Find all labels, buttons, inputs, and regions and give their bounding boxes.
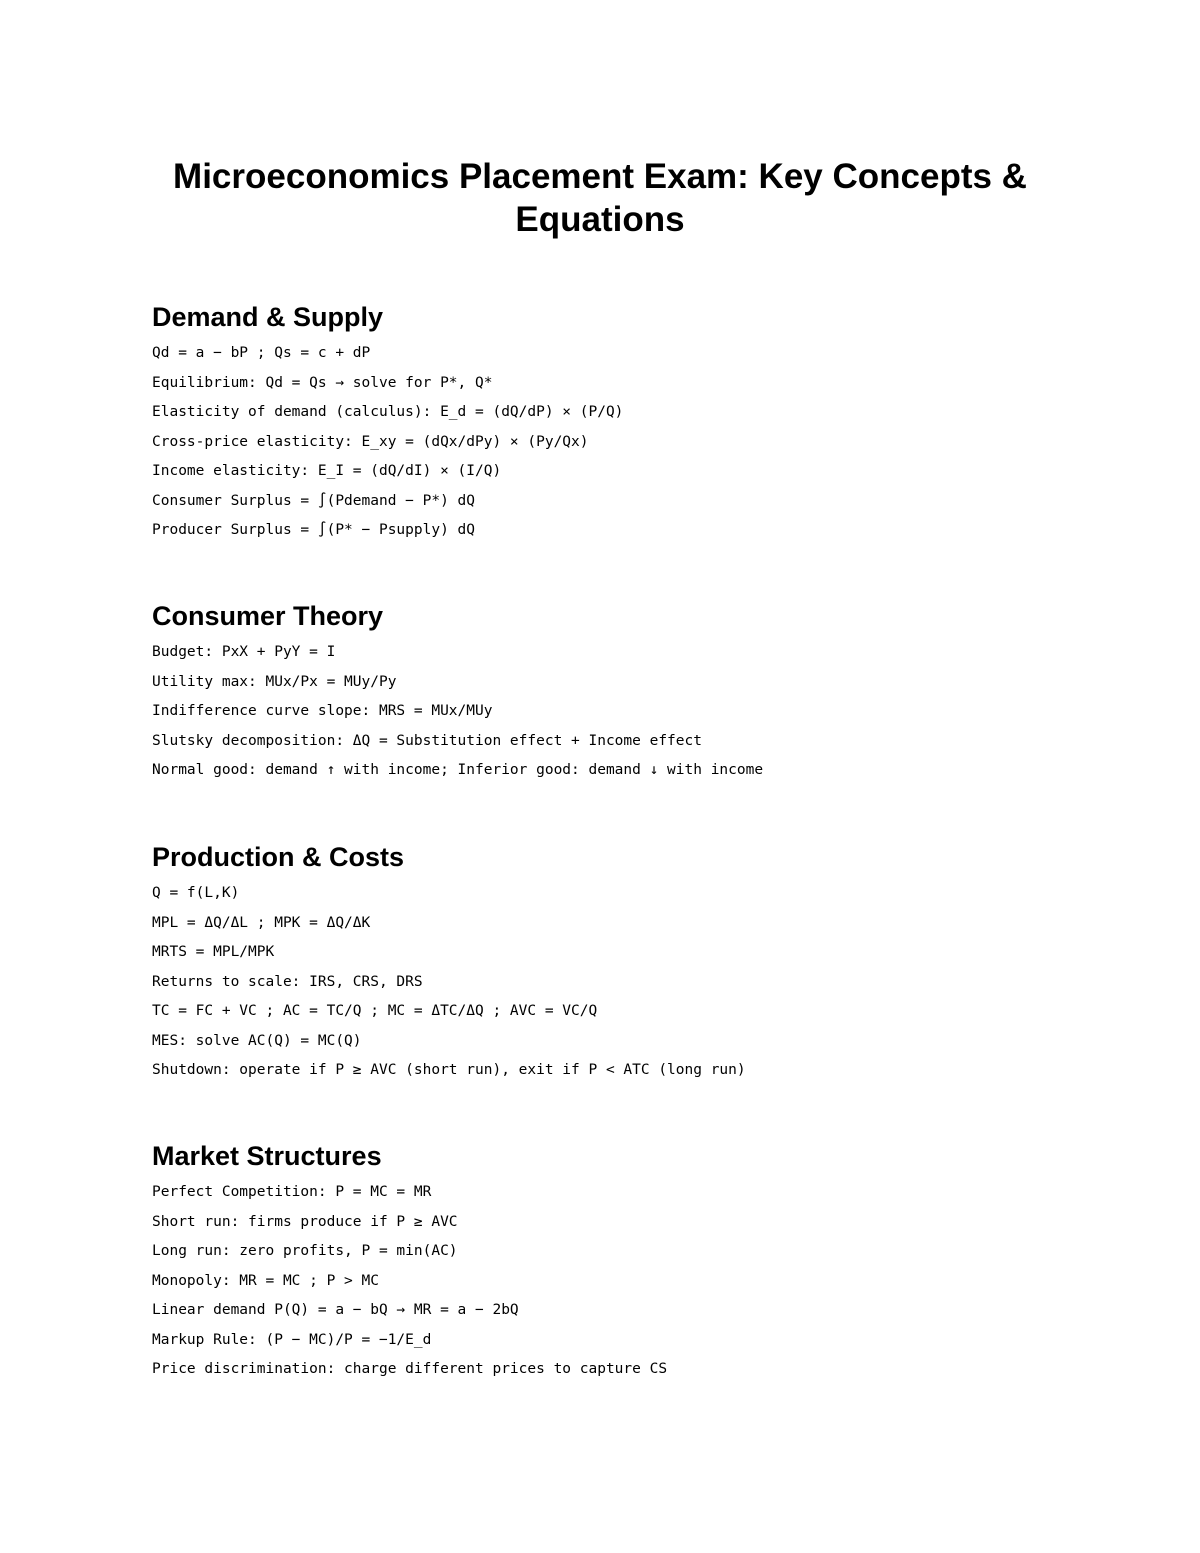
equation-line: Q = f(L,K) — [152, 885, 240, 901]
equation-list — [152, 1178, 1132, 1385]
equation-line: Returns to scale: IRS, CRS, DRS — [152, 973, 423, 990]
equation-line: Slutsky decomposition: ΔQ = Substitution effect + Income effect — [152, 732, 702, 749]
section-heading: Demand & Supply — [152, 302, 384, 332]
equation-line: Markup Rule: (P − MC)/P = −1/E_d — [152, 1331, 432, 1348]
section-market-structures — [152, 1140, 1132, 1385]
equation-line: MPL = ΔQ/ΔL ; MPK = ΔQ/ΔK — [152, 914, 371, 931]
equation-line: Perfect Competition: P = MC = MR — [152, 1184, 432, 1200]
equation-line: Consumer Surplus = ∫(Pdemand − P*) dQ — [152, 492, 476, 509]
equation-line: Equilibrium: Qd = Qs → solve for P*, Q* — [152, 374, 493, 391]
equation-line: MES: solve AC(Q) = MC(Q) — [152, 1032, 362, 1049]
equation-line: Income elasticity: E_I = (dQ/dI) × (I/Q) — [152, 463, 502, 479]
section-demand-supply — [152, 301, 1132, 546]
equation-line: Normal good: demand ↑ with income; Inferior good: demand ↓ with income — [152, 762, 764, 778]
equation-line: Budget: PxX + PyY = I — [152, 644, 336, 660]
equation-line: Monopoly: MR = MC ; P > MC — [152, 1272, 379, 1289]
section-heading: Market Structures — [152, 1141, 382, 1171]
equation-line: MRTS = MPL/MPK — [152, 944, 275, 960]
equation-list — [152, 638, 1132, 786]
equation-line: Indifference curve slope: MRS = MUx/MUy — [152, 703, 493, 719]
equation-line: Price discrimination: charge different prices to capture CS — [152, 1361, 668, 1377]
equation-line: Linear demand P(Q) = a − bQ → MR = a − 2bQ — [152, 1302, 519, 1318]
equation-list — [152, 879, 1132, 1086]
equation-line: Short run: firms produce if P ≥ AVC — [152, 1213, 458, 1230]
equation-line: Cross-price elasticity: E_xy = (dQx/dPy) × (Py/Qx) — [152, 433, 589, 450]
equation-line: Utility max: MUx/Px = MUy/Py — [152, 673, 397, 690]
equation-line: Long run: zero profits, P = min(AC) — [152, 1243, 458, 1259]
equation-list — [152, 339, 1132, 546]
document-title: Microeconomics Placement Exam: Key Concepts & Equations — [173, 157, 1027, 239]
section-consumer-theory — [152, 600, 1132, 786]
section-heading: Consumer Theory — [152, 601, 384, 631]
equation-line: Producer Surplus = ∫(P* − Psupply) dQ — [152, 522, 476, 538]
equation-line: Shutdown: operate if P ≥ AVC (short run), exit if P < ATC (long run) — [152, 1062, 746, 1078]
equation-line: TC = FC + VC ; AC = TC/Q ; MC = ΔTC/ΔQ ; AVC = VC/Q — [152, 1003, 598, 1019]
equation-line: Elasticity of demand (calculus): E_d = (dQ/dP) × (P/Q) — [152, 404, 624, 420]
section-production-costs — [152, 841, 1132, 1086]
section-heading: Production & Costs — [152, 842, 405, 872]
equation-line: Qd = a − bP ; Qs = c + dP — [152, 345, 371, 361]
